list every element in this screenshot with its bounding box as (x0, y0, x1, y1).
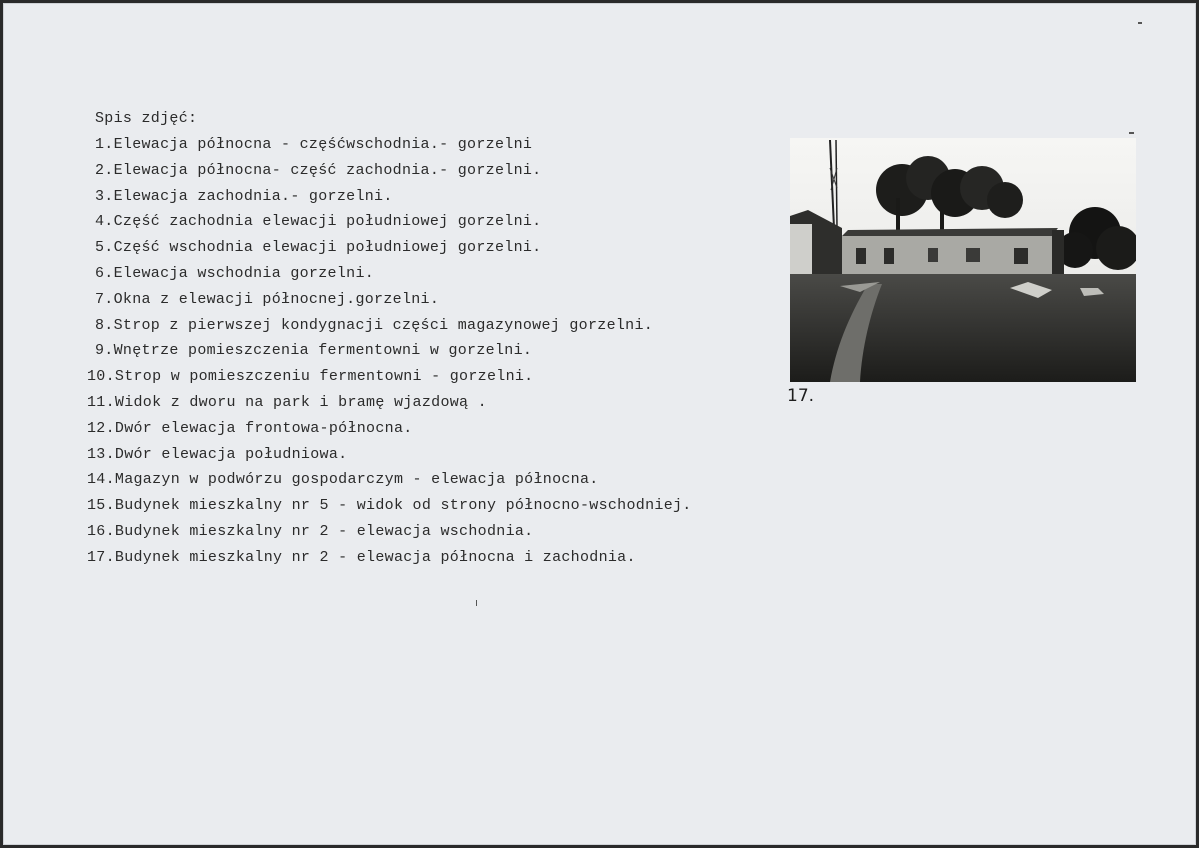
list-item: 12.Dwór elewacja frontowa-północna. (87, 419, 413, 437)
list-item: 1.Elewacja północna - częśćwschodnia.- gorzelni (95, 136, 533, 153)
list-item: 6.Elewacja wschodnia gorzelni. (95, 264, 375, 282)
list-item: 2.Elewacja północna- część zachodnia.- gorzelni. (95, 161, 542, 179)
document-page (3, 3, 1196, 845)
list-item: 11.Widok z dworu na park i bramę wjazdową . (87, 393, 487, 411)
building-photo (790, 138, 1136, 382)
list-item: 16.Budynek mieszkalny nr 2 - elewacja wschodnia. (87, 522, 534, 540)
list-item: 13.Dwór elewacja południowa. (87, 445, 348, 463)
list-item: 7.Okna z elewacji północnej.gorzelni. (95, 290, 440, 308)
list-item: 10.Strop w pomieszczeniu fermentowni - gorzelni. (87, 368, 534, 386)
list-item: 8.Strop z pierwszej kondygnacji części magazynowej gorzelni. (95, 316, 654, 334)
list-item: 9.Wnętrze pomieszczenia fermentowni w gorzelni. (95, 342, 533, 360)
list-item: 17.Budynek mieszkalny nr 2 - elewacja północna i zachodnia. (87, 548, 636, 566)
photo-caption: 17. (787, 386, 815, 406)
scan-speck (1129, 132, 1134, 134)
photo-list (87, 132, 692, 571)
list-item: 14.Magazyn w podwórzu gospodarczym - elewacja północna. (87, 471, 599, 489)
scan-speck (1138, 22, 1142, 24)
list-item: 4.Część zachodnia elewacji południowej gorzelni. (95, 213, 542, 231)
list-item: 15.Budynek mieszkalny nr 5 - widok od strony północno-wschodniej. (87, 497, 692, 515)
list-item: 3.Elewacja zachodnia.- gorzelni. (95, 187, 393, 205)
list-heading: Spis zdjęć: (95, 110, 198, 127)
list-item: 5.Część wschodnia elewacji południowej gorzelni. (95, 239, 542, 257)
scan-speck (476, 600, 477, 606)
